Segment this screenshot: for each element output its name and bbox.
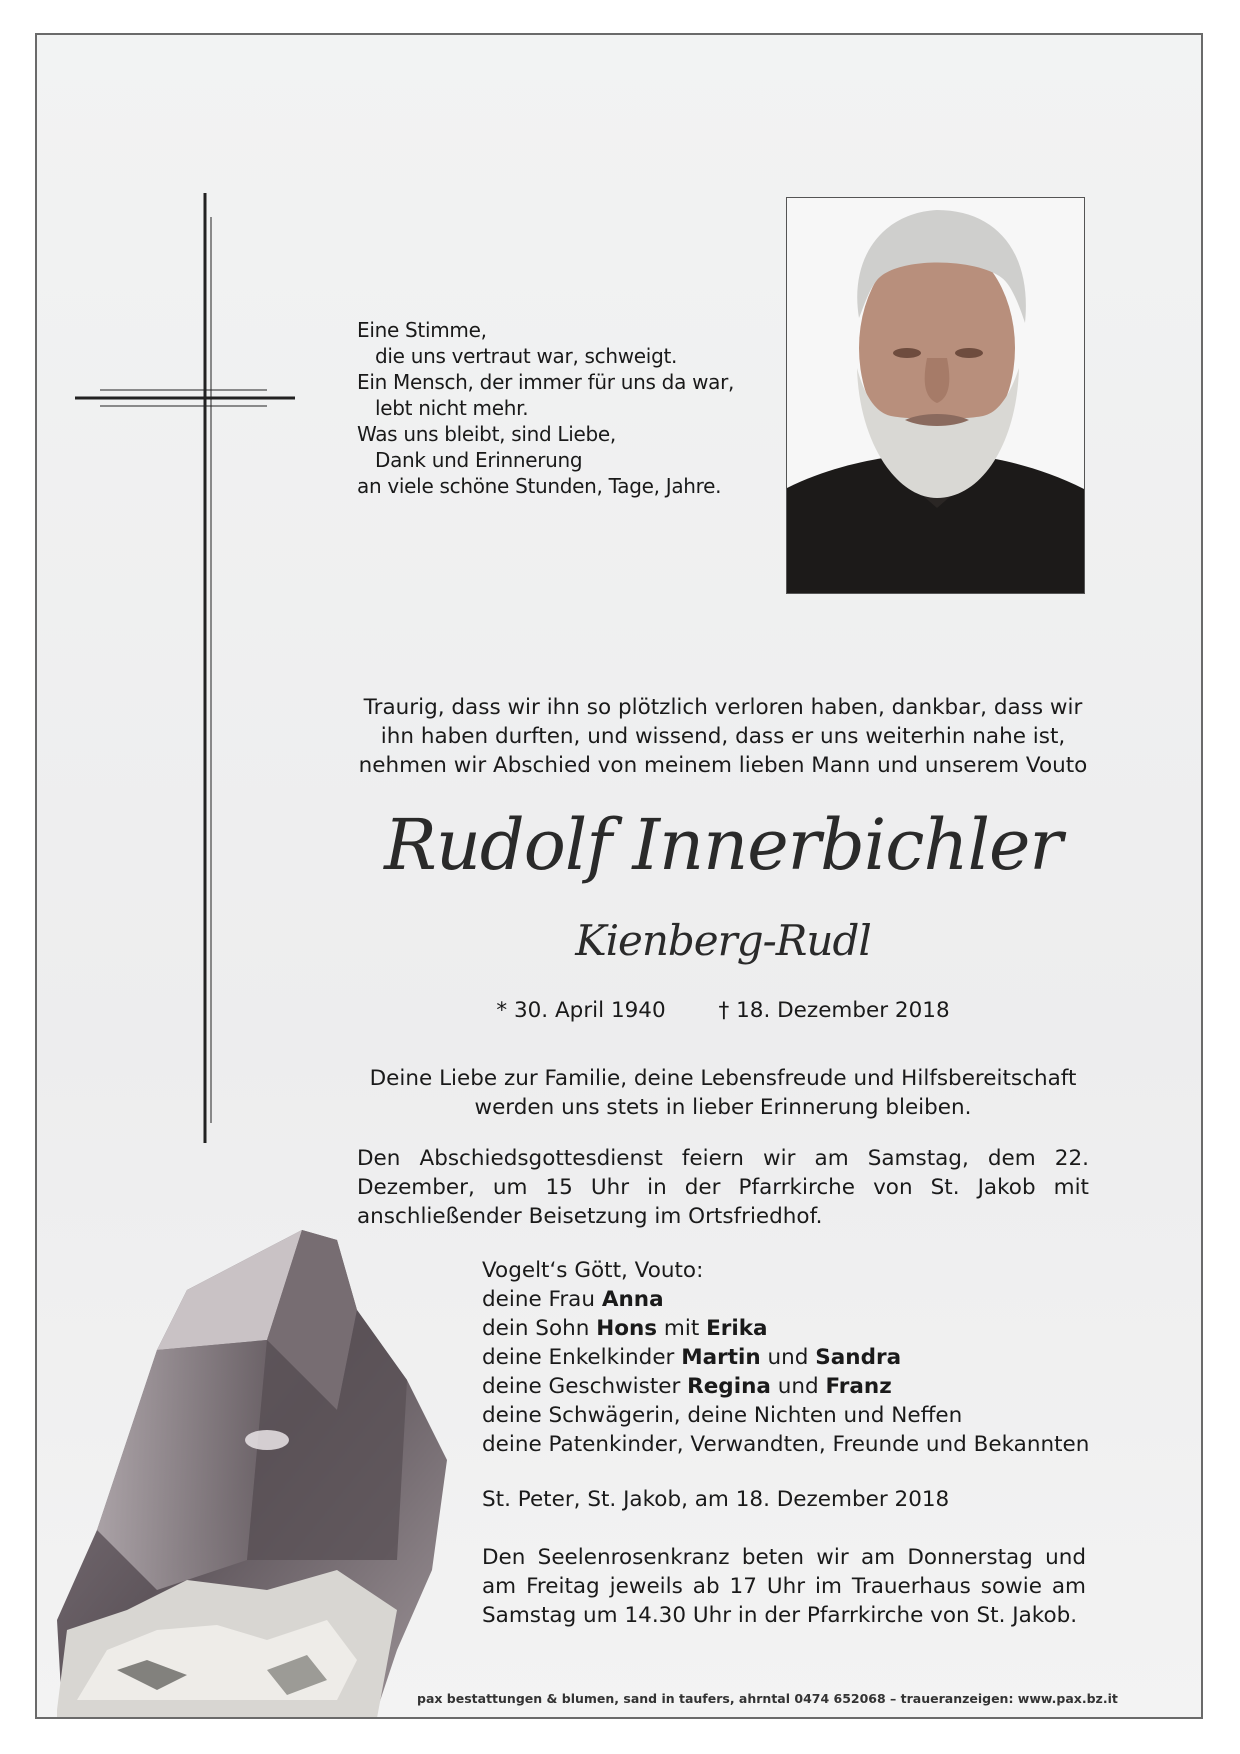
poem-line: Dank und Erinnerung xyxy=(375,448,583,472)
mourner-name: Regina xyxy=(687,1374,771,1399)
poem-line: Was uns bleibt, sind Liebe, xyxy=(357,422,616,446)
list-item: deine Patenkinder, Verwandten, Freunde und Bekannten xyxy=(482,1432,1090,1457)
mourner-name: Martin xyxy=(681,1345,761,1370)
poem-line: die uns vertraut war, schweigt. xyxy=(375,344,678,368)
connector-text: und xyxy=(760,1345,816,1370)
mourner-name: Erika xyxy=(706,1316,768,1341)
deceased-name: Rudolf Innerbichler xyxy=(384,804,1062,886)
death-date: † 18. Dezember 2018 xyxy=(718,998,950,1023)
poem xyxy=(357,317,757,499)
cross-icon xyxy=(75,193,295,1143)
place-date: St. Peter, St. Jakob, am 18. Dezember 2018 xyxy=(482,1487,950,1512)
list-item xyxy=(482,1285,1092,1314)
tribute-line: Deine Liebe zur Familie, deine Lebensfreude und Hilfsbereitschaft xyxy=(369,1066,1077,1091)
intro-line: nehmen wir Abschied von meinem lieben Mann und unserem Vouto xyxy=(358,753,1088,778)
footer-credit: pax bestattungen & blumen, sand in taufers, ahrntal 0474 652068 – traueranzeigen: www.pax.bz.it xyxy=(417,1691,1118,1706)
life-dates xyxy=(357,997,1089,1025)
mourner-name: Anna xyxy=(601,1287,664,1312)
relation-text: dein Sohn xyxy=(482,1316,597,1341)
list-item xyxy=(482,1343,1092,1372)
relation-text: deine Enkelkinder xyxy=(482,1345,682,1370)
connector-text: mit xyxy=(657,1316,707,1341)
connector-text: und xyxy=(770,1374,826,1399)
mourner-name: Franz xyxy=(825,1374,892,1399)
portrait-photo xyxy=(786,197,1085,594)
mourner-name: Hons xyxy=(596,1316,658,1341)
poem-line: lebt nicht mehr. xyxy=(375,396,529,420)
tribute-line: werden uns stets in lieber Erinnerung bleiben. xyxy=(474,1095,972,1120)
relation-text: deine Geschwister xyxy=(482,1374,688,1399)
list-item: deine Schwägerin, deine Nichten und Neffen xyxy=(482,1403,963,1428)
deceased-nickname: Kienberg-Rudl xyxy=(575,916,871,965)
tribute-text xyxy=(357,1064,1089,1122)
list-item xyxy=(482,1314,1092,1343)
poem-line: Ein Mensch, der immer für uns da war, xyxy=(357,370,735,394)
poem-line: an viele schöne Stunden, Tage, Jahre. xyxy=(357,474,722,498)
poem-line: Eine Stimme, xyxy=(357,318,487,342)
relation-text: deine Frau xyxy=(482,1287,602,1312)
intro-line: ihn haben durften, und wissend, dass er uns weiterhin nahe ist, xyxy=(380,724,1066,749)
intro-text xyxy=(357,693,1089,780)
intro-line: Traurig, dass wir ihn so plötzlich verloren haben, dankbar, dass wir xyxy=(363,695,1083,720)
rosary-text: Den Seelenrosenkranz beten wir am Donnerstag und am Freitag jeweils ab 17 Uhr im Trauerhaus sowie am Samstag um 14.30 Uhr in der Pfarrkirche von St. Jakob. xyxy=(482,1545,1086,1628)
crystal-image xyxy=(37,1230,457,1718)
birth-date: * 30. April 1940 xyxy=(496,998,666,1023)
list-item xyxy=(482,1372,1092,1401)
funeral-service-text: Den Abschiedsgottesdienst feiern wir am Samstag, dem 22. Dezember, um 15 Uhr in der Pfarrkirche von St. Jakob mit anschließender Beisetzung im Ortsfriedhof. xyxy=(357,1146,1089,1229)
mourners-heading: Vogelt‘s Gött, Vouto: xyxy=(482,1258,704,1283)
portrait-image xyxy=(787,198,1085,594)
mourner-name: Sandra xyxy=(815,1345,902,1370)
obituary-card xyxy=(35,33,1203,1719)
mourners-list xyxy=(482,1256,1092,1459)
